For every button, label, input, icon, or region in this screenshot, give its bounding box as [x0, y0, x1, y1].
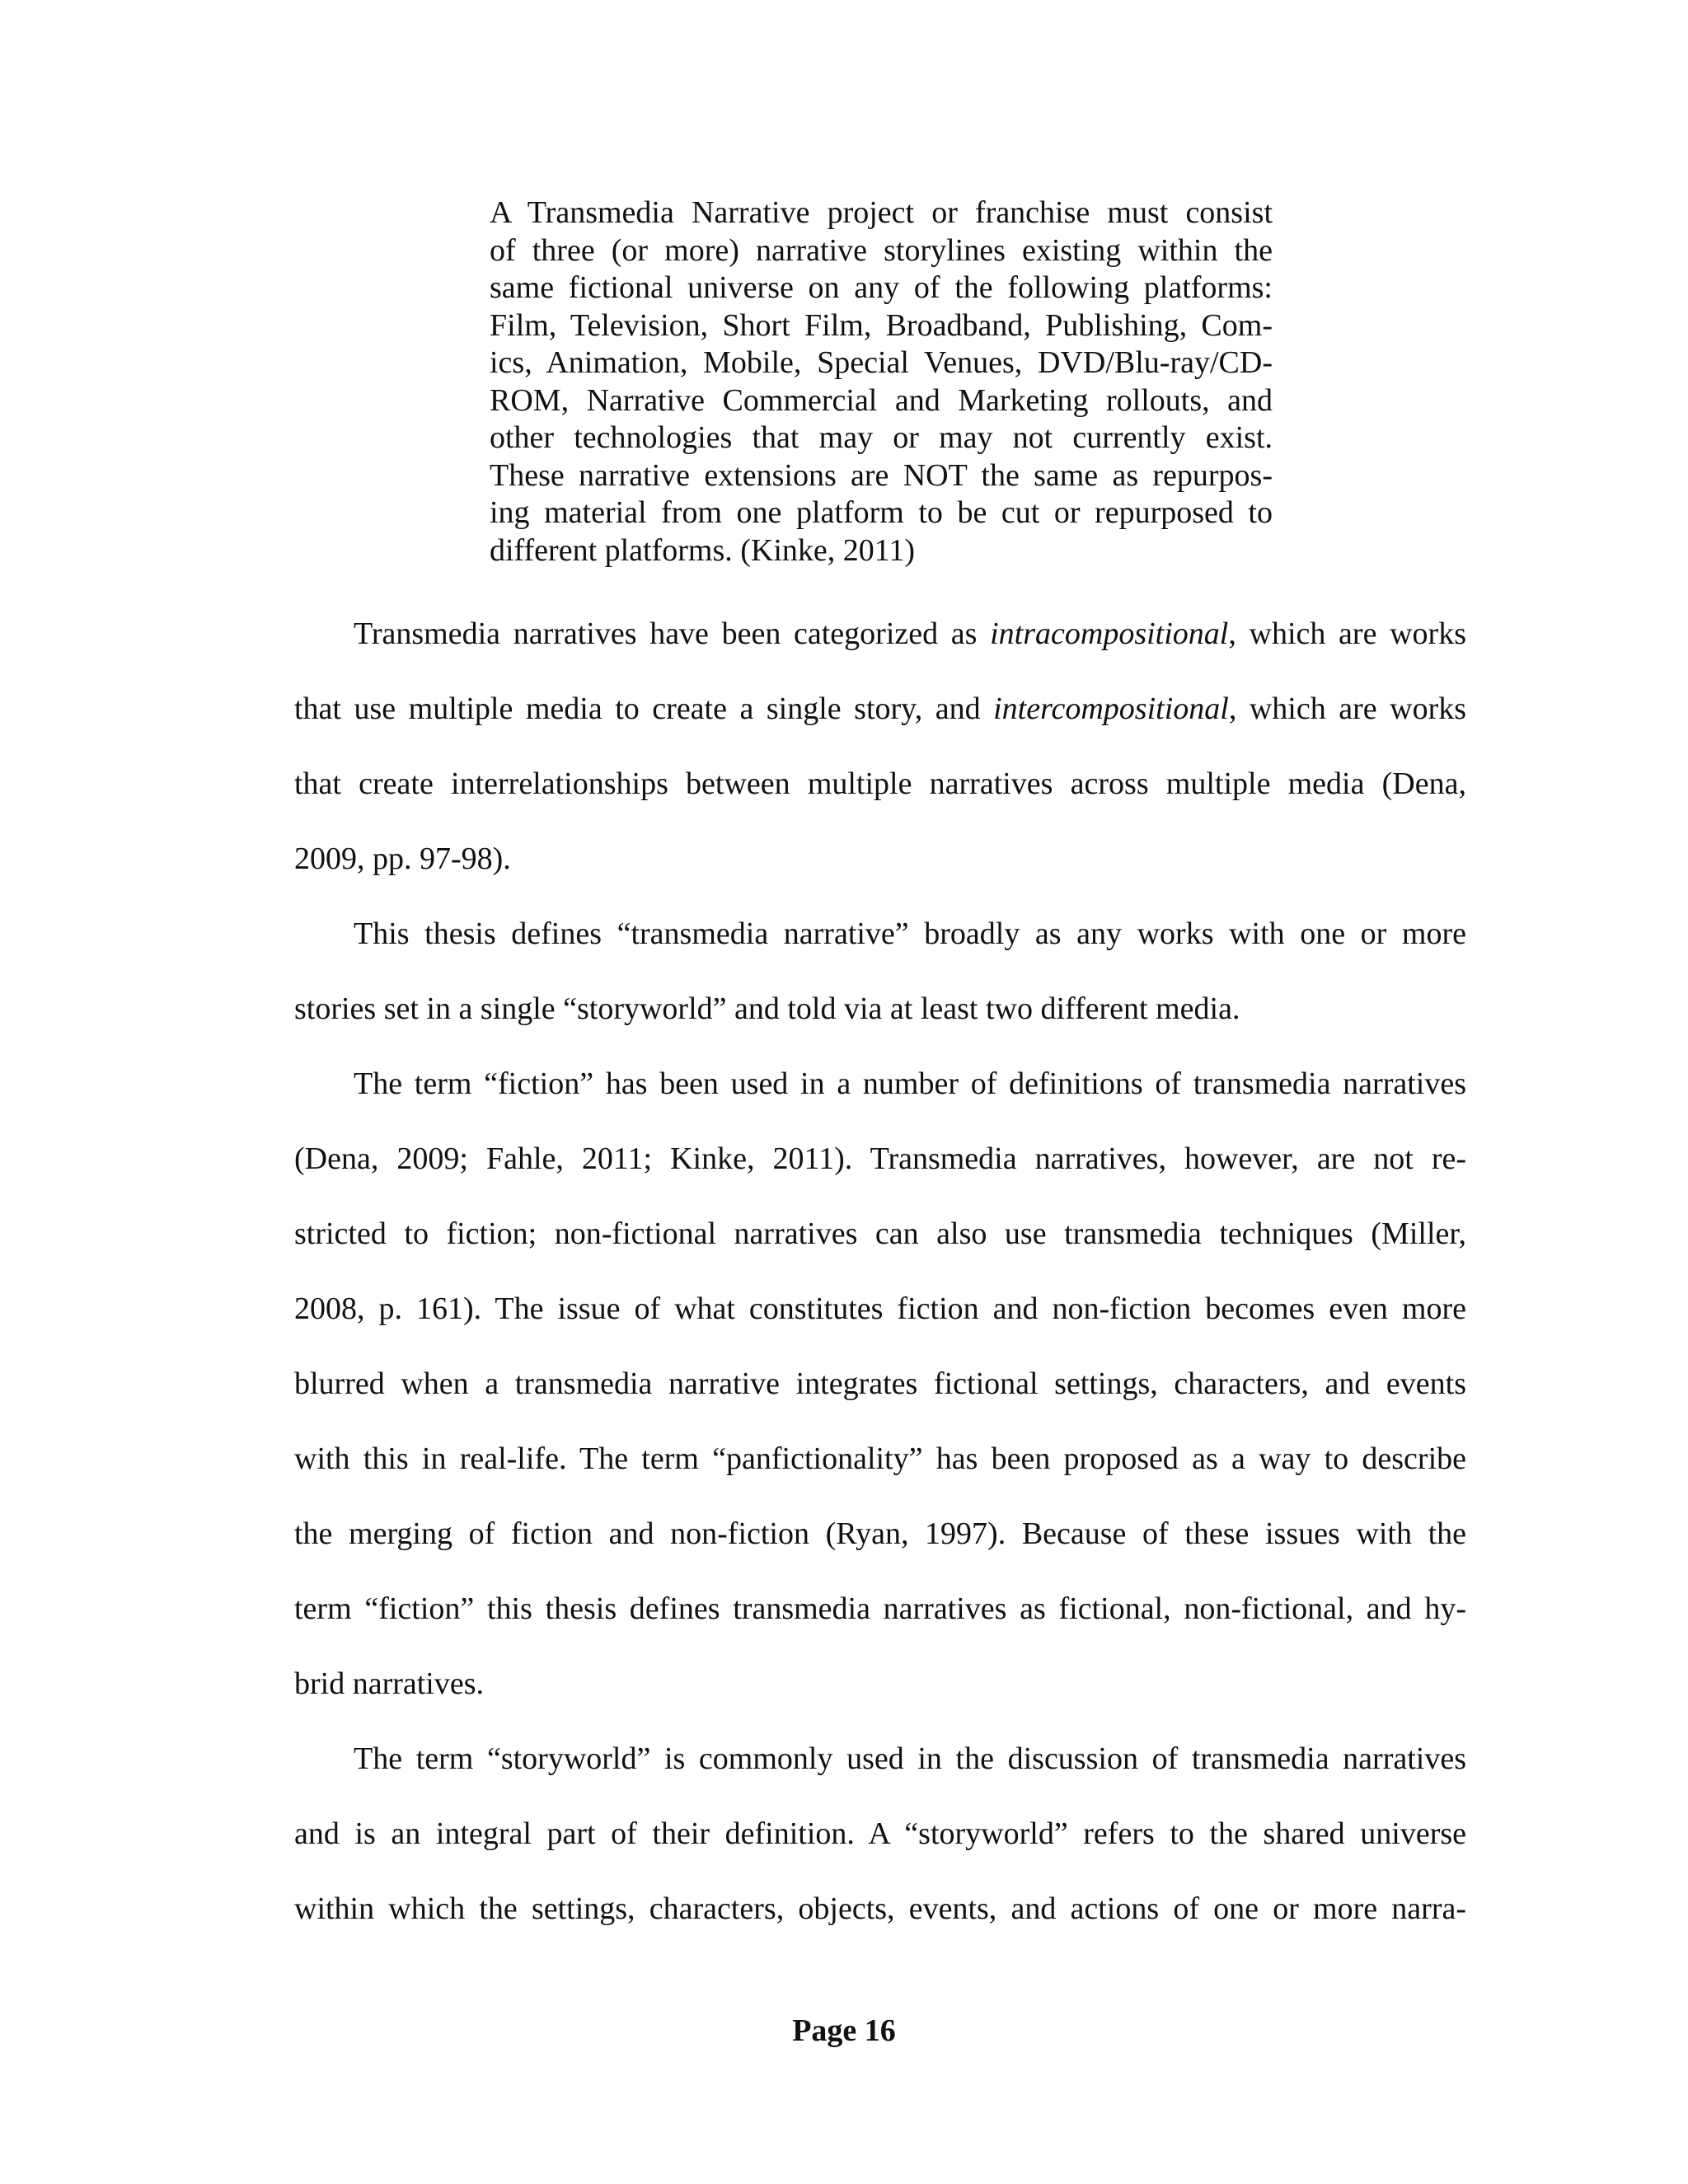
paragraph-line: stories set in a single “storyworld” and told via at least two different media. [294, 991, 1240, 1026]
quote-line: A Transmedia Narrative project or franchise must consist [490, 195, 1273, 230]
paragraph-line: The term “fiction” has been used in a number of definitions of transmedia narratives [354, 1066, 1466, 1101]
italic-term: intercompositional [993, 691, 1229, 726]
paragraph-line: (Dena, 2009; Fahle, 2011; Kinke, 2011). Transmedia narratives, however, are not re- [294, 1141, 1466, 1176]
quote-line: of three (or more) narrative storylines existing within the [490, 232, 1273, 268]
body-text [294, 597, 1466, 1947]
text-run: Transmedia narratives have been categorized as [354, 616, 991, 651]
paragraph-line: that create interrelationships between multiple narratives across multiple media (Dena, [294, 766, 1466, 801]
paragraph-line [294, 672, 1466, 747]
quote-line: same fictional universe on any of the following platforms: [490, 270, 1273, 305]
quote-line: These narrative extensions are NOT the same as repurpos- [490, 457, 1273, 493]
text-run: , which are works [1228, 616, 1467, 651]
paragraph-line: brid narratives. [294, 1666, 485, 1701]
paragraph-line: term “fiction” this thesis defines transmedia narratives as fictional, non-fictional, and hy- [294, 1591, 1466, 1626]
quote-line: ing material from one platform to be cut or repurposed to [490, 495, 1273, 530]
quote-line: different platforms. (Kinke, 2011) [490, 532, 916, 568]
text-run: that use multiple media to create a single story, and [294, 691, 994, 726]
text-run: , which are works [1228, 691, 1467, 726]
quote-line: ROM, Narrative Commercial and Marketing rollouts, and [490, 382, 1273, 418]
block-quote [490, 194, 1273, 569]
paragraph-line: blurred when a transmedia narrative integrates fictional settings, characters, and events [294, 1366, 1466, 1401]
paragraph-line: within which the settings, characters, objects, events, and actions of one or more narra- [294, 1891, 1466, 1926]
paragraph-line: 2009, pp. 97-98). [294, 841, 511, 876]
quote-line: other technologies that may or may not currently exist. [490, 420, 1273, 455]
quote-line: ics, Animation, Mobile, Special Venues, DVD/Blu-ray/CD- [490, 345, 1273, 380]
paragraph-line: 2008, p. 161). The issue of what constitutes fiction and non-fiction becomes even more [294, 1291, 1466, 1326]
page-number: Page 16 [792, 2013, 896, 2048]
paragraph-line: with this in real-life. The term “panfictionality” has been proposed as a way to describe [294, 1441, 1466, 1476]
paragraph-line: the merging of fiction and non-fiction (Ryan, 1997). Because of these issues with the [294, 1516, 1466, 1551]
italic-term: intracompositional [990, 616, 1229, 651]
quote-line: Film, Television, Short Film, Broadband, Publishing, Com- [490, 307, 1273, 343]
paragraph-line: The term “storyworld” is commonly used in the discussion of transmedia narratives [354, 1741, 1466, 1776]
paragraph-line [294, 597, 1466, 672]
paragraph-line: stricted to fiction; non-fictional narratives can also use transmedia techniques (Miller, [294, 1216, 1466, 1251]
paragraph-line: This thesis defines “transmedia narrative” broadly as any works with one or more [354, 916, 1466, 951]
paragraph-line: and is an integral part of their definition. A “storyworld” refers to the shared universe [294, 1816, 1466, 1851]
